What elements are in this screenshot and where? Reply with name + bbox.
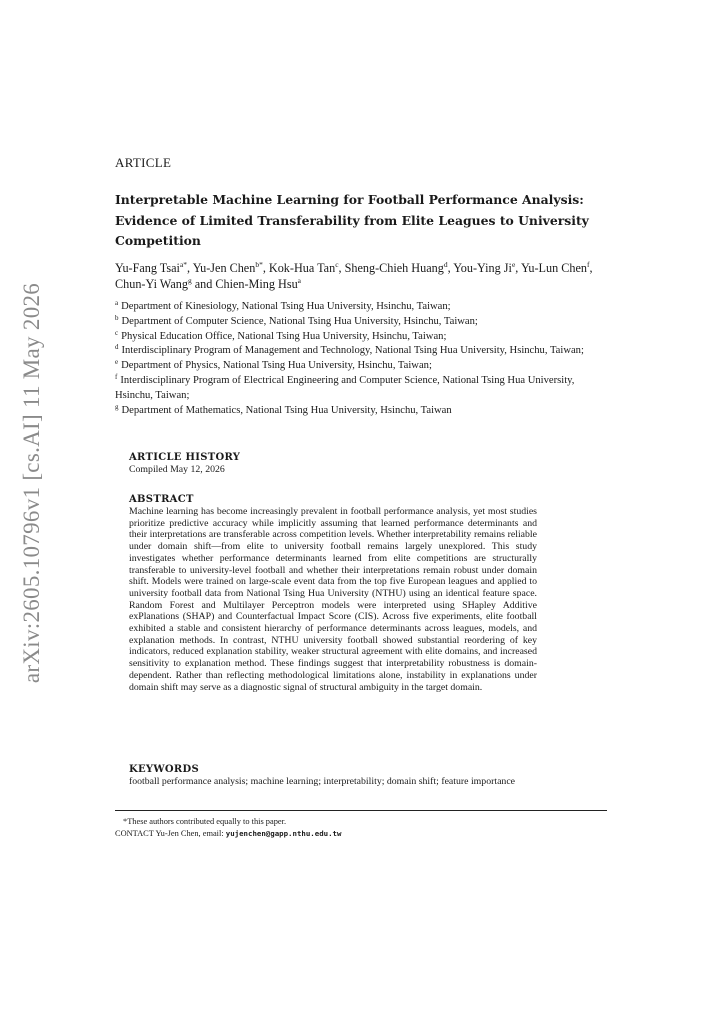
affiliation-item — [115, 359, 607, 374]
affiliation-key: c — [115, 328, 119, 337]
affiliation-item — [115, 404, 607, 419]
author-affiliation-marker: a — [297, 276, 301, 285]
affiliation-item — [115, 330, 607, 345]
author-affiliation-marker: c — [335, 260, 339, 269]
author-conjunction: and — [191, 277, 216, 291]
footnotes — [115, 816, 607, 839]
author-name: Kok-Hua Tan — [268, 261, 336, 275]
footnote-divider — [115, 810, 607, 811]
author-name: You-Ying Ji — [453, 261, 512, 275]
keywords-text: football performance analysis; machine learning; interpretability; domain shift; feature importance — [129, 776, 516, 787]
article-history-section — [129, 451, 537, 476]
abstract-heading: ABSTRACT — [129, 494, 194, 505]
arxiv-identifier-text: arXiv:2605.10796v1 [cs.AI] 11 May 2026 — [19, 282, 44, 683]
affiliation-key: f — [115, 372, 118, 381]
abstract-text: Machine learning has become increasingly prevalent in football performance analysis, yet most studies prioritize predictive accuracy while implicitly assuming that learned performance determinants and their interpretations are transferable across competition levels. Whether interpretability remains reliable under domain shift—from elite to university football remains largely unexplored. This study investigates whether performance determinants learned from elite competitions are structurally transferable to university-level football and whether their interpretations remain robust under domain shift. Models were trained on large-scale event data from the top five European leagues and applied to university football data from National Tsing Hua University (NTHU) using an identical feature space. Random Forest and Multilayer Perceptron models were interpreted using SHapley Additive exPlanations (SHAP) and Counterfactual Impact Score (CIS). Across five experiments, elite football exhibited a stable and consistent hierarchy of performance determinants across leagues, models, and explanation methods. In contrast, NTHU university football showed substantial reordering of key indicators, reduced explanation stability, weaker structural agreement with elite domains, and increased sensitivity to explanation method. These findings suggest that interpretability robustness is domain-dependent. Rather than reflecting methodological limitations alone, instability in explanations under domain shift may serve as a diagnostic signal of structural ambiguity in the target domain. — [129, 506, 537, 693]
author-name: Chun-Yi Wang — [115, 277, 188, 291]
article-history-heading: ARTICLE HISTORY — [129, 452, 241, 463]
contact-line — [115, 828, 607, 840]
affiliation-text: Department of Kinesiology, National Tsing Hua University, Hsinchu, Taiwan; — [121, 301, 451, 312]
contact-email-link[interactable]: yujenchen@gapp.nthu.edu.tw — [225, 828, 342, 838]
author-affiliation-marker: e — [511, 260, 516, 269]
author-name: Sheng-Chieh Huang — [344, 261, 444, 275]
affiliation-text: Interdisciplinary Program of Electrical Engineering and Computer Science, National Tsing Hua University, Hsinchu, Taiwan; — [115, 374, 575, 401]
affiliation-key: b — [115, 313, 119, 322]
author-name: Yu-Jen Chen — [192, 261, 256, 275]
affiliation-text: Department of Physics, National Tsing Hua University, Hsinchu, Taiwan; — [121, 360, 432, 372]
compiled-date: Compiled May 12, 2026 — [129, 464, 225, 475]
affiliation-item — [115, 374, 607, 404]
contact-prefix: CONTACT Yu-Jen Chen, email: — [115, 828, 226, 838]
author-name: Chien-Ming Hsu — [215, 277, 298, 291]
affiliation-text: Physical Education Office, National Tsing Hua University, Hsinchu, Taiwan; — [121, 330, 447, 342]
author-affiliation-marker: a* — [179, 260, 188, 269]
affiliation-item — [115, 315, 607, 330]
affiliation-text: Interdisciplinary Program of Management and Technology, National Tsing Hua University, Hsinchu, Taiwan; — [121, 345, 584, 357]
affiliation-key: g — [115, 402, 119, 411]
equal-contribution-note: *These authors contributed equally to this paper. — [123, 817, 287, 826]
keywords-section — [129, 763, 537, 788]
author-list: Yu-Fang Tsai$^{a*}$, Yu-Jen Chen$^{b*}$, Kok-Hua Tan$^c$, Sheng-Chieh Huang$^d$, You-Ying Ji$^e$, Yu-Lun Chen$^f$, Chun-Yi Wang$^g$ and Chien-Ming Hsu$^a$ — [115, 260, 593, 291]
affiliation-item — [115, 300, 607, 315]
paper-title: Interpretable Machine Learning for Football Performance Analysis: Evidence of Limited Transferability from Elite Leagues to University Competition — [115, 192, 589, 248]
keywords-heading: KEYWORDS — [129, 764, 199, 775]
affiliation-key: d — [115, 343, 119, 352]
author-affiliation-marker: b* — [255, 260, 263, 269]
affiliation-list — [115, 300, 607, 418]
affiliation-key: a — [115, 299, 119, 307]
article-type-label: ARTICLE — [115, 155, 172, 170]
author-affiliation-marker: f — [586, 260, 590, 269]
author-affiliation-marker: g — [187, 276, 192, 285]
affiliation-item — [115, 344, 607, 359]
arxiv-side-identifier — [12, 282, 52, 683]
author-affiliation-marker: d — [443, 260, 448, 269]
author-name: Yu-Fang Tsai — [115, 261, 180, 275]
abstract-section — [129, 493, 537, 693]
affiliation-text: Department of Mathematics, National Tsing Hua University, Hsinchu, Taiwan — [121, 404, 452, 416]
affiliation-key: e — [115, 358, 119, 367]
author-name: Yu-Lun Chen — [520, 261, 587, 275]
affiliation-text: Department of Computer Science, National Tsing Hua University, Hsinchu, Taiwan; — [121, 315, 478, 327]
